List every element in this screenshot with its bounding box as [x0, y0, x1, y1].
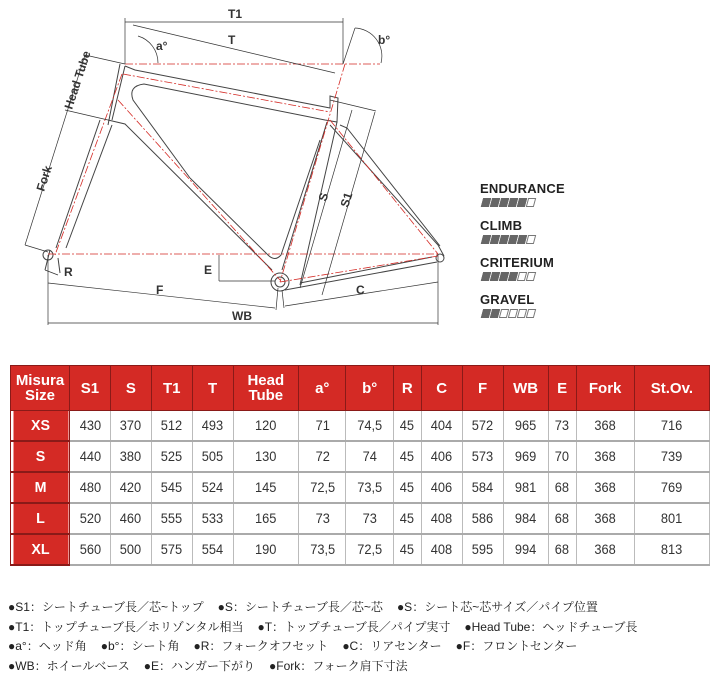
rating-bar — [482, 235, 535, 244]
rating-endurance — [480, 181, 565, 207]
rating-bar — [482, 198, 565, 207]
value-cell: 73 — [549, 411, 575, 442]
rating-segment-empty — [526, 309, 536, 318]
value-cell: 380 — [111, 441, 150, 472]
header-4: Head Tube — [233, 366, 298, 411]
value-cell: 70 — [549, 441, 575, 472]
value-cell: 584 — [463, 472, 502, 503]
value-cell: 572 — [463, 411, 502, 442]
note-item: ●S：シート芯~芯サイズ／パイプ位置 — [396, 600, 598, 614]
value-cell: 520 — [71, 503, 110, 534]
value-cell: 801 — [636, 503, 707, 534]
value-cell: 524 — [193, 472, 232, 503]
note-item: ●WB：ホイールベース — [8, 658, 130, 673]
value-cell: 74 — [347, 441, 392, 472]
rating-label: GRAVEL — [480, 292, 535, 307]
value-cell: 370 — [111, 411, 150, 442]
table-row — [11, 534, 710, 565]
header-5: a° — [299, 366, 346, 411]
note-line — [8, 637, 651, 657]
label-t1: T1 — [228, 7, 243, 21]
label-wb: WB — [232, 309, 252, 323]
label-s: S — [315, 190, 332, 203]
value-cell: 130 — [235, 441, 297, 472]
label-a-angle: a° — [156, 39, 168, 53]
value-cell: 512 — [152, 411, 191, 442]
table-row — [11, 411, 710, 442]
value-cell: 73,5 — [347, 472, 392, 503]
header-size-line2: Size — [24, 387, 55, 404]
head-tube — [108, 64, 125, 125]
value-cell: 981 — [504, 472, 547, 503]
note-item: ●S1：シートチューブ長／芯~トップ — [8, 600, 204, 614]
note-item: ●b°：シート角 — [100, 639, 180, 653]
rating-label: CLIMB — [480, 218, 523, 233]
value-cell: 68 — [549, 534, 575, 565]
header-size-line1: Misura — [15, 372, 65, 389]
size-cell: XL — [12, 534, 68, 565]
value-cell: 575 — [152, 534, 191, 565]
header-10: WB — [503, 366, 548, 411]
rating-segment-empty — [526, 235, 536, 244]
value-cell: 368 — [577, 441, 632, 472]
label-t: T — [228, 33, 236, 47]
value-cell: 73 — [300, 503, 345, 534]
value-cell: 406 — [422, 441, 461, 472]
value-cell: 45 — [394, 441, 420, 472]
rear-dropout — [436, 254, 444, 262]
value-cell: 73,5 — [300, 534, 345, 565]
size-cell: L — [12, 503, 68, 534]
value-cell: 420 — [111, 472, 150, 503]
value-cell: 74,5 — [347, 411, 392, 442]
value-cell: 555 — [152, 503, 191, 534]
value-cell: 368 — [577, 472, 632, 503]
value-cell: 769 — [636, 472, 707, 503]
label-fork: Fork — [33, 163, 55, 193]
label-c: C — [356, 283, 365, 297]
value-cell: 480 — [71, 472, 110, 503]
value-cell: 505 — [193, 441, 232, 472]
value-cell: 533 — [193, 503, 232, 534]
value-cell: 573 — [463, 441, 502, 472]
label-e: E — [204, 263, 213, 277]
note-item: ●R：フォークオフセット — [193, 639, 329, 653]
rating-segment-empty — [526, 198, 536, 207]
note-item: ●T：トップチューブ長／パイプ実寸 — [257, 619, 451, 634]
size-cell: S — [12, 441, 68, 472]
value-cell: 368 — [577, 411, 632, 442]
table-row — [11, 472, 710, 503]
value-cell: 45 — [394, 503, 420, 534]
header-2: T1 — [151, 366, 192, 411]
note-line — [8, 598, 651, 618]
value-cell: 969 — [504, 441, 547, 472]
table-header-row — [11, 366, 710, 411]
rating-label: CRITERIUM — [480, 255, 555, 270]
value-cell: 739 — [636, 441, 707, 472]
note-item: ●S：シートチューブ長／芯~芯 — [217, 600, 383, 614]
value-cell: 45 — [394, 411, 420, 442]
header-11: E — [548, 366, 576, 411]
rating-label: ENDURANCE — [480, 181, 565, 196]
value-cell: 72,5 — [347, 534, 392, 565]
rating-segment-empty — [526, 272, 536, 281]
note-item: ●Fork：フォーク肩下寸法 — [269, 658, 408, 673]
value-cell: 71 — [300, 411, 345, 442]
value-cell: 984 — [504, 503, 547, 534]
label-f: F — [156, 283, 164, 297]
header-1: S — [110, 366, 151, 411]
value-cell: 45 — [394, 472, 420, 503]
value-cell: 716 — [636, 411, 707, 442]
header-12: Fork — [576, 366, 634, 411]
rating-criterium — [480, 255, 554, 281]
value-cell: 813 — [636, 534, 707, 565]
value-cell: 68 — [549, 472, 575, 503]
value-cell: 595 — [463, 534, 502, 565]
header-7: R — [393, 366, 421, 411]
value-cell: 994 — [504, 534, 547, 565]
frame-geometry-diagram — [0, 0, 470, 340]
rating-climb — [480, 218, 535, 244]
header-9: F — [462, 366, 503, 411]
header-6: b° — [346, 366, 393, 411]
note-item: ●a°：ヘッド角 — [8, 639, 87, 653]
header-0: S1 — [70, 366, 111, 411]
top-tube — [125, 66, 338, 178]
label-head-tube: Head Tube — [61, 49, 94, 111]
header-13: St.Ov. — [634, 366, 709, 411]
value-cell: 545 — [152, 472, 191, 503]
value-cell: 72,5 — [300, 472, 345, 503]
value-cell: 430 — [71, 411, 110, 442]
note-item: ●E：ハンガー下がり — [143, 658, 256, 673]
fork-blade — [45, 120, 112, 273]
value-cell: 68 — [549, 503, 575, 534]
value-cell: 72 — [300, 441, 345, 472]
value-cell: 460 — [111, 503, 150, 534]
value-cell: 408 — [422, 503, 461, 534]
value-cell: 440 — [71, 441, 110, 472]
geometry-table — [10, 365, 710, 566]
value-cell: 145 — [235, 472, 297, 503]
value-cell: 73 — [347, 503, 392, 534]
frame-outline — [43, 64, 444, 291]
header-8: C — [421, 366, 462, 411]
value-cell: 554 — [193, 534, 232, 565]
value-cell: 404 — [422, 411, 461, 442]
table-row — [11, 503, 710, 534]
rating-bar — [482, 309, 535, 318]
size-cell: M — [12, 472, 68, 503]
value-cell: 500 — [111, 534, 150, 565]
seat-tube — [282, 122, 337, 285]
value-cell: 368 — [577, 534, 632, 565]
header-3: T — [192, 366, 233, 411]
note-line — [8, 618, 651, 638]
rating-bar — [482, 272, 554, 281]
value-cell: 190 — [235, 534, 297, 565]
centerlines — [48, 64, 438, 282]
value-cell: 120 — [235, 411, 297, 442]
table-row — [11, 441, 710, 472]
value-cell: 965 — [504, 411, 547, 442]
label-r: R — [64, 265, 73, 279]
value-cell: 408 — [422, 534, 461, 565]
value-cell: 586 — [463, 503, 502, 534]
value-cell: 45 — [394, 534, 420, 565]
value-cell: 560 — [71, 534, 110, 565]
note-item: ●Head Tube：ヘッドチューブ長 — [464, 619, 638, 634]
legend-notes — [8, 598, 651, 676]
down-tube — [108, 120, 320, 270]
header-size — [11, 366, 70, 411]
rating-gravel — [480, 292, 535, 318]
value-cell: 165 — [235, 503, 297, 534]
note-item: ●C：リアセンター — [342, 639, 442, 653]
value-cell: 525 — [152, 441, 191, 472]
note-item: ●T1：トップチューブ長／ホリゾンタル相当 — [8, 619, 244, 634]
value-cell: 493 — [193, 411, 232, 442]
size-cell: XS — [12, 411, 68, 442]
note-line — [8, 657, 651, 677]
value-cell: 368 — [577, 503, 632, 534]
value-cell: 406 — [422, 472, 461, 503]
note-item: ●F：フロントセンター — [455, 639, 578, 653]
label-b-angle: b° — [378, 33, 391, 47]
label-s1: S1 — [337, 190, 356, 209]
